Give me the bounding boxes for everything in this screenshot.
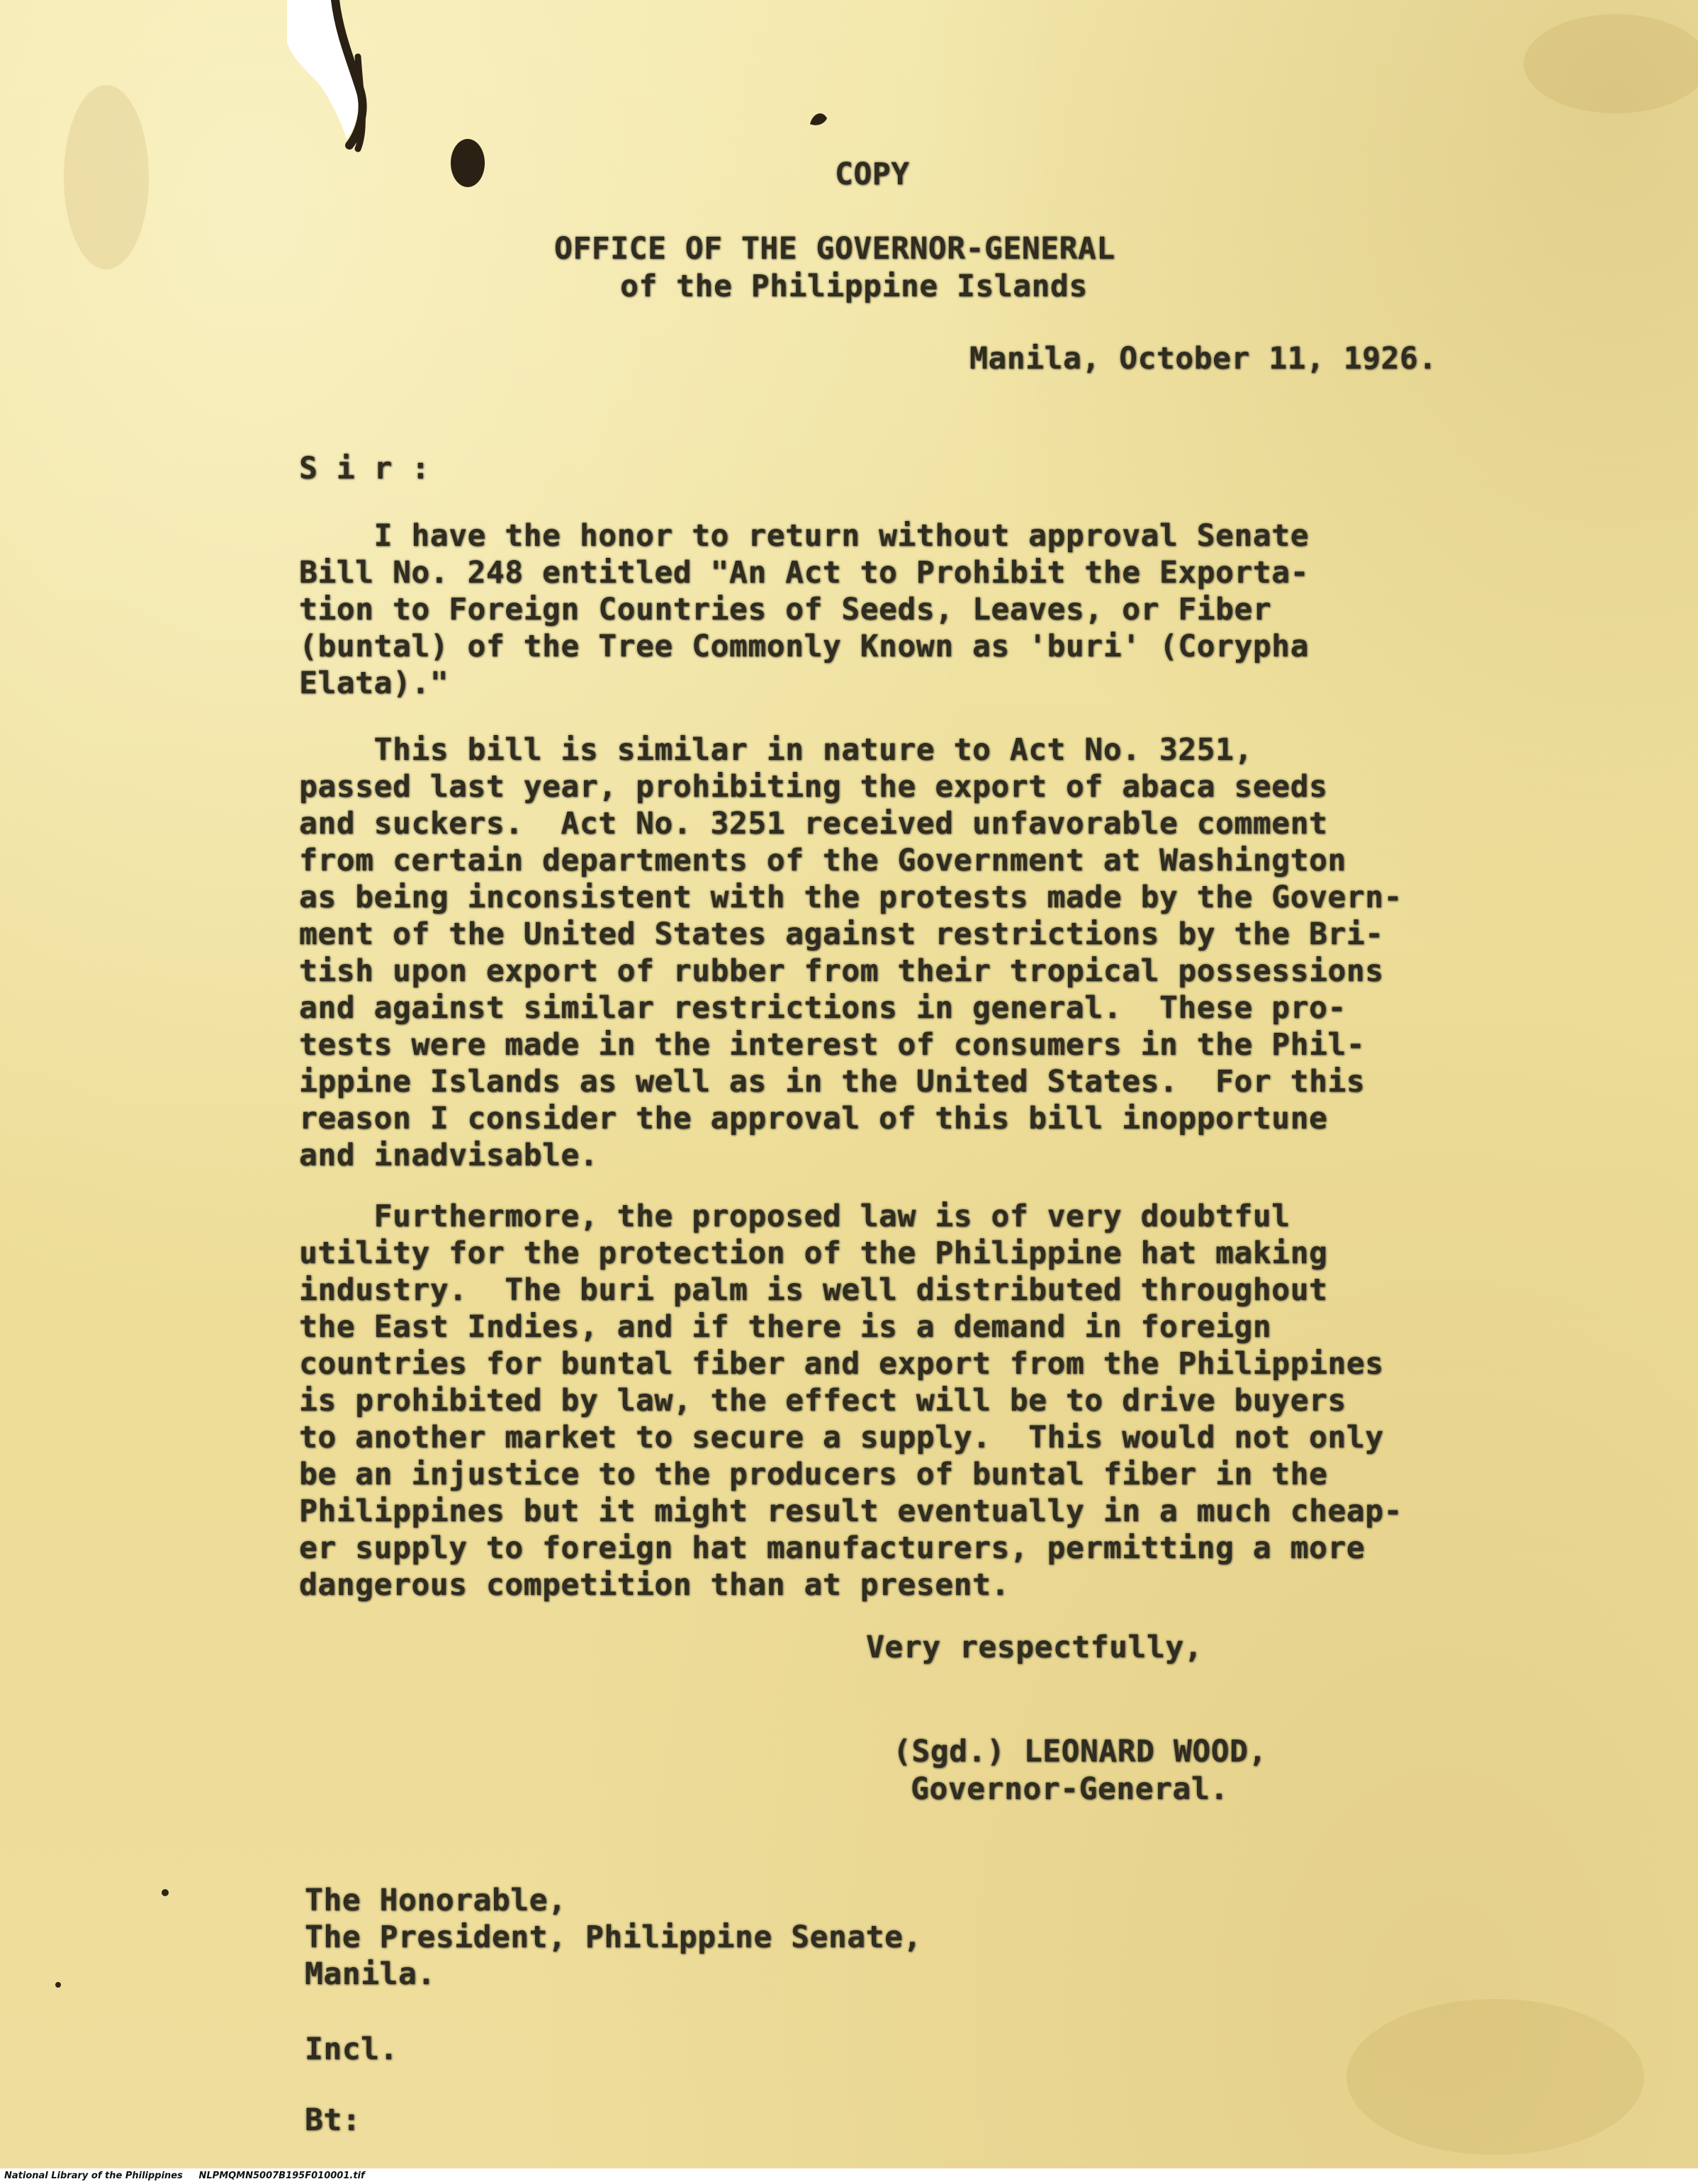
text-line: and suckers. Act No. 3251 received unfavorable comment — [299, 806, 1328, 841]
text-line: from certain departments of the Government at Washington — [299, 843, 1346, 878]
body-paragraph-3 — [299, 1198, 1402, 1603]
text-line: This bill is similar in nature to Act No. 3251, — [299, 732, 1253, 768]
addressee-line: The President, Philippine Senate, — [305, 1920, 922, 1955]
text-line: reason I consider the approval of this bill inopportune — [299, 1101, 1328, 1136]
ink-speck — [162, 1889, 169, 1896]
addressee-line: Manila. — [305, 1956, 436, 1992]
closing: Very respectfully, — [866, 1630, 1203, 1665]
signature: (Sgd.) LEONARD WOOD, — [893, 1734, 1267, 1769]
text-line: ippine Islands as well as in the United States. For this — [299, 1064, 1366, 1099]
archive-file: NLPMQMN5007B195F010001.tif — [198, 2171, 365, 2181]
office-heading: OFFICE OF THE GOVERNOR-GENERAL — [554, 231, 1115, 267]
enclosure-note: Incl. — [305, 2032, 398, 2067]
text-line: er supply to foreign hat manufacturers, permitting a more — [299, 1530, 1366, 1566]
text-line: dangerous competition than at present. — [299, 1567, 1010, 1603]
copy-mark: COPY — [835, 157, 910, 192]
text-line: and inadvisable. — [299, 1138, 599, 1173]
text-line: Philippines but it might result eventually in a much cheap- — [299, 1494, 1402, 1529]
typist-initials: Bt: — [305, 2102, 361, 2138]
paper-stain — [1524, 14, 1698, 113]
text-line: tion to Foreign Countries of Seeds, Leaves, or Fiber — [299, 592, 1272, 627]
text-line: tests were made in the interest of consumers in the Phil- — [299, 1027, 1366, 1063]
addressee-block — [305, 1882, 922, 1993]
body-paragraph-1 — [299, 517, 1309, 702]
text-line: (buntal) of the Tree Commonly Known as 'buri' (Corypha — [299, 629, 1309, 664]
text-line: I have the honor to return without approval Senate — [299, 518, 1309, 554]
text-line: utility for the protection of the Philippine hat making — [299, 1236, 1328, 1271]
paper-stain — [1346, 1999, 1644, 2155]
text-line: and against similar restrictions in general. These pro- — [299, 990, 1346, 1026]
dateline: Manila, October 11, 1926. — [969, 341, 1437, 376]
text-line: ment of the United States against restrictions by the Bri- — [299, 917, 1384, 952]
ink-speck-icon — [804, 103, 833, 131]
text-line: be an injustice to the producers of buntal fiber in the — [299, 1457, 1328, 1492]
salutation: S i r : — [299, 451, 430, 486]
addressee-line: The Honorable, — [305, 1883, 567, 1918]
ink-blot-icon — [446, 135, 489, 191]
text-line: passed last year, prohibiting the export of abaca seeds — [299, 769, 1328, 805]
text-line: countries for buntal fiber and export from the Philippines — [299, 1346, 1384, 1382]
text-line: is prohibited by law, the effect will be to drive buyers — [299, 1383, 1346, 1418]
archive-library: National Library of the Philippines — [4, 2171, 183, 2181]
text-line: industry. The buri palm is well distributed throughout — [299, 1272, 1328, 1308]
archive-caption — [4, 2171, 365, 2181]
office-subheading: of the Philippine Islands — [620, 269, 1088, 304]
text-line: to another market to secure a supply. This would not only — [299, 1420, 1384, 1455]
signature-title: Governor-General. — [911, 1771, 1229, 1807]
text-line: Bill No. 248 entitled "An Act to Prohibit the Exporta- — [299, 555, 1309, 590]
text-line: the East Indies, and if there is a demand in foreign — [299, 1309, 1272, 1345]
torn-punch-hole-icon — [287, 0, 379, 170]
text-line: tish upon export of rubber from their tropical possessions — [299, 953, 1384, 989]
text-line: Elata)." — [299, 666, 449, 701]
paper-stain — [64, 85, 149, 269]
text-line: as being inconsistent with the protests made by the Govern- — [299, 880, 1402, 915]
body-paragraph-2 — [299, 732, 1402, 1174]
text-line: Furthermore, the proposed law is of very doubtful — [299, 1199, 1291, 1234]
ink-speck — [55, 1982, 61, 1988]
